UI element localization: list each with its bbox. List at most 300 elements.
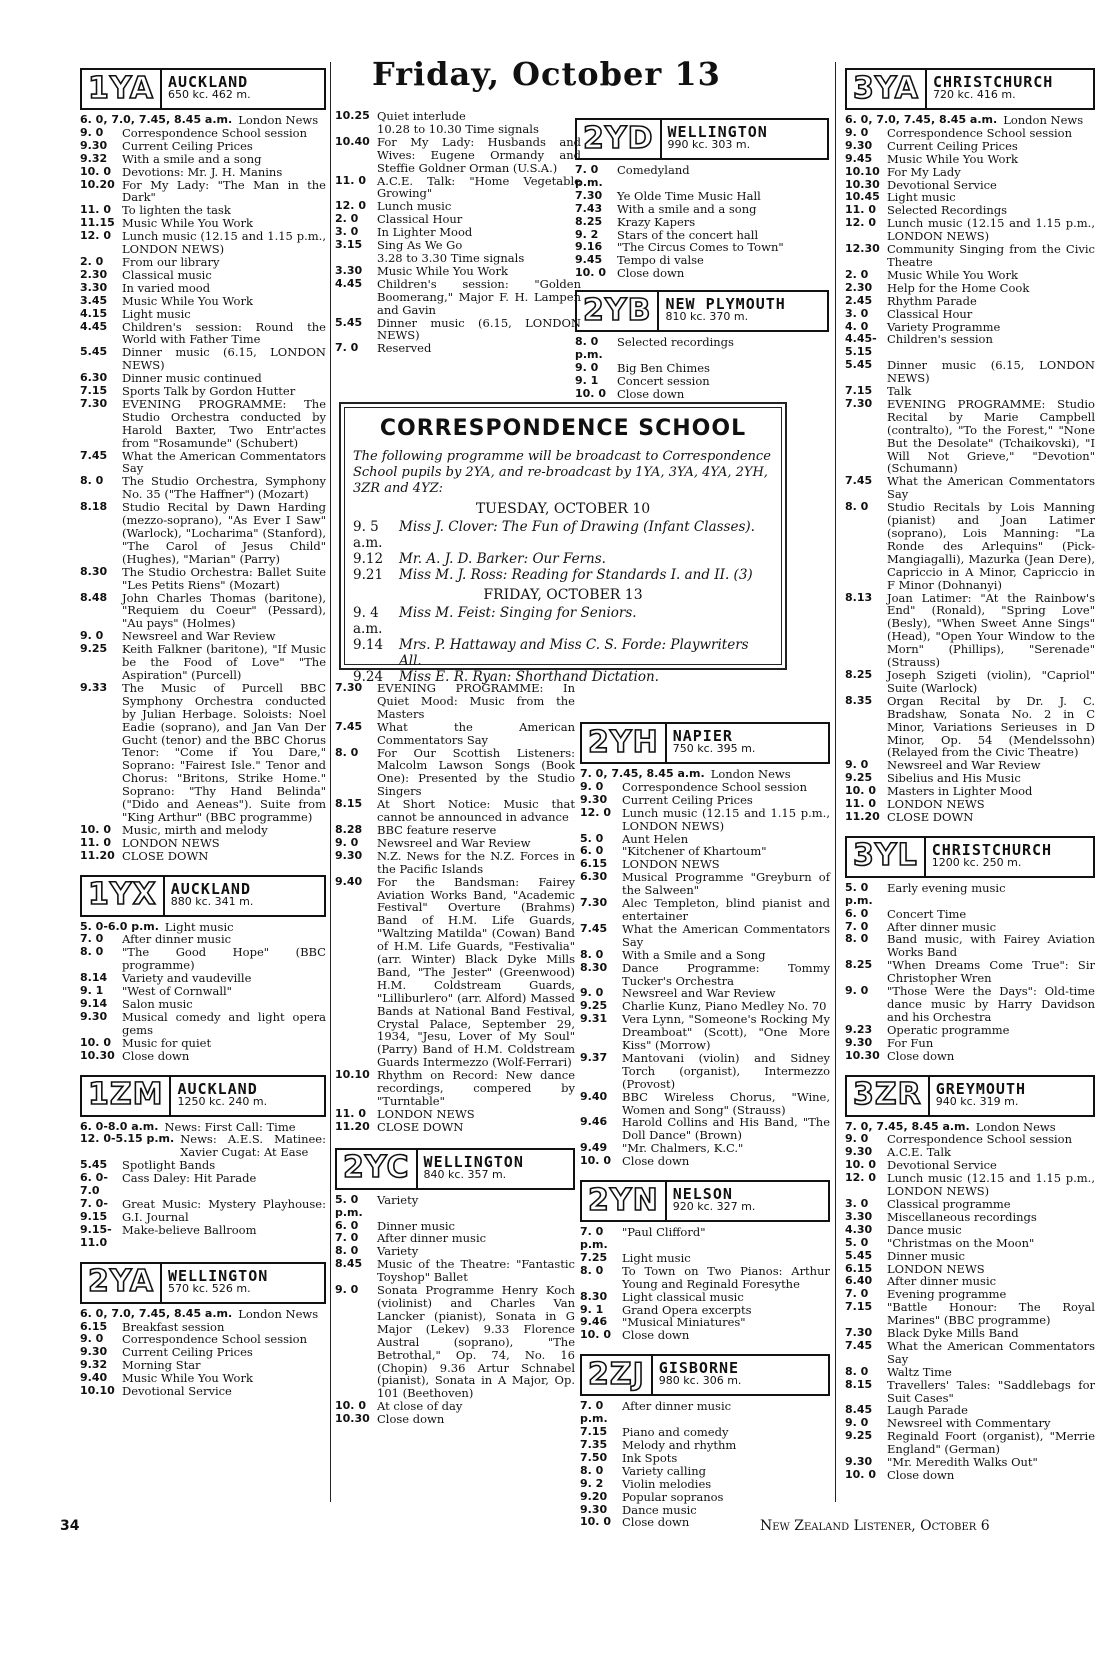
programme-time: 6.15: [845, 1261, 873, 1275]
programme-time: 8.18: [80, 500, 108, 514]
programme-time: 10.30: [80, 1048, 115, 1062]
correspondence-time: 9.21: [353, 567, 384, 583]
programme-title: CLOSE DOWN: [887, 809, 974, 824]
programme-title: Rhythm Parade: [887, 293, 977, 308]
programme-title: Close down: [887, 1468, 955, 1482]
programme-time: 8. 0: [845, 932, 869, 946]
programme-time: 6. 0: [580, 844, 604, 858]
programme-item: [845, 1430, 1095, 1456]
programme-item: [845, 1456, 1095, 1469]
station-header-3ya: [845, 68, 1095, 110]
programme-time: 9. 0: [80, 1332, 104, 1346]
programme-title: "The Good Hope" (BBC programme): [122, 945, 326, 973]
station-callsign: 2YB: [577, 292, 659, 330]
programme-time: 11.20: [335, 1119, 370, 1133]
programme-title: Organ Recital by Dr. J. C. Bradshaw, Sonata No. 2 in C Minor, Variations Serieuses in D Minor, Op. 54 (Mendelssohn) (Relayed from the Civic Theatre): [887, 693, 1095, 760]
programme-time: 9. 0: [845, 125, 869, 139]
programme-time: 8.14: [80, 971, 108, 985]
programme-time: 9.30: [580, 1502, 608, 1516]
programme-item: [845, 985, 1095, 1024]
programme-title: Vera Lynn, "Someone's Rocking My Dreamboat" (Scott), "One More Kiss" (Morrow): [622, 1012, 830, 1053]
programme-title: The Studio Orchestra, Symphony No. 35 ("The Haffner") (Mozart): [122, 474, 326, 502]
station-frequency: 1250 kc. 240 m.: [177, 1094, 268, 1108]
station-header-2yb: [575, 290, 829, 332]
programme-item: [80, 824, 326, 837]
correspondence-item: [353, 567, 773, 583]
programme-time: 6. 0, 7.0, 7.45, 8.45 a.m.: [80, 1306, 233, 1320]
programme-time: 9.14: [80, 997, 108, 1010]
programme-time: 5.45: [335, 315, 363, 329]
programme-time: 10. 0: [335, 1399, 366, 1413]
programme-item: [80, 295, 326, 308]
programme-title: Melody and rhythm: [622, 1437, 737, 1452]
station-city: GISBORNE: [658, 1359, 740, 1378]
programme-item: [335, 1232, 575, 1245]
programme-item: [845, 1250, 1095, 1263]
station-city: NEW PLYMOUTH: [665, 295, 786, 314]
station-header-2ya: [80, 1262, 326, 1304]
programme-item: [845, 1301, 1095, 1327]
programme-title: London News: [238, 113, 319, 127]
programme-time: 7. 0: [335, 1231, 359, 1245]
programme-title: Music While You Work: [887, 151, 1018, 166]
programme-title: Correspondence School session: [887, 1132, 1073, 1147]
programme-time: 9.40: [80, 1371, 108, 1385]
programme-item: [80, 1037, 326, 1050]
programme-time: 12.30: [845, 242, 880, 256]
programme-time: 11. 0: [80, 203, 111, 217]
programme-item: [580, 1491, 830, 1504]
programme-item: [845, 1379, 1095, 1405]
programme-time: 4. 0: [845, 319, 869, 333]
programme-time: 9.40: [335, 874, 363, 888]
programme-time: 9.25: [845, 771, 873, 785]
programme-title: Children's session: "Golden Boomerang," Major F. H. Lampen and Gavin: [377, 276, 581, 317]
programme-time: 12. 0: [80, 229, 111, 243]
correspondence-time: 9.12: [353, 551, 384, 567]
programme-time: 9. 0: [575, 360, 599, 374]
programme-title: Lunch music (12.15 and 1.15 p.m., LONDON NEWS): [622, 805, 830, 833]
programme-item: [335, 837, 575, 850]
programme-item: [845, 359, 1095, 385]
programme-item: [580, 871, 830, 897]
programme-title: Light music: [887, 190, 956, 205]
programme-item: [575, 254, 829, 267]
programme-title: BBC feature reserve: [377, 822, 497, 837]
programme-time: 7. 0 p.m.: [575, 163, 603, 189]
programme-title: After dinner music: [377, 1231, 487, 1246]
programme-item: [80, 346, 326, 372]
programme-title: "Mr. Meredith Walks Out": [887, 1455, 1038, 1470]
programme-time: 6. 0: [335, 1218, 359, 1232]
programme-time: 10. 0: [580, 1328, 611, 1342]
correspondence-lesson: Miss E. R. Ryan: Shorthand Dictation.: [399, 669, 659, 685]
programme-time: 10. 0: [580, 1515, 611, 1529]
programme-title: Talk: [887, 384, 912, 399]
programme-title: CLOSE DOWN: [122, 848, 209, 863]
programme-title: Ye Olde Time Music Hall: [617, 188, 761, 203]
programme-time: 6.15: [80, 1319, 108, 1333]
programme-title: Music of the Theatre: "Fantastic Toyshop" Ballet: [377, 1257, 575, 1285]
programme-title: Waltz Time: [887, 1364, 952, 1379]
programme-time: 7.50: [580, 1450, 608, 1464]
programme-title: Music While You Work: [887, 267, 1018, 282]
station-callsign: 1YX: [82, 877, 165, 915]
programme-time: 8.25: [575, 214, 603, 228]
programme-item: [80, 566, 326, 592]
programme-title: News: A.E.S. Matinee: Xavier Cugat: At Ease: [180, 1132, 326, 1160]
correspondence-lesson: Miss M. J. Ross: Reading for Standards I. and II. (3): [399, 567, 753, 583]
column-2-lower: [335, 682, 575, 1426]
programme-time: 8. 0: [580, 1463, 604, 1477]
station-frequency: 810 kc. 370 m.: [665, 310, 749, 324]
programme-title: "Mr. Chalmers, K.C.": [622, 1141, 744, 1156]
programme-time: 12. 0: [580, 805, 611, 819]
programme-time: 6.30: [80, 371, 108, 385]
programme-time: 9.30: [335, 848, 363, 862]
programme-title: Sports Talk by Gordon Hutter: [122, 384, 296, 399]
station-callsign: 2YD: [577, 120, 662, 158]
programme-title: London News: [975, 1119, 1056, 1134]
programme-item: [845, 695, 1095, 760]
station-frequency: 880 kc. 341 m.: [170, 894, 254, 908]
station-header-2yd: [575, 118, 829, 160]
programme-time: 10.25: [335, 109, 370, 122]
programme-title: Dance Programme: Tommy Tucker's Orchestra: [622, 960, 830, 988]
programme-item: [575, 375, 829, 388]
programme-item: [845, 282, 1095, 295]
programme-time: 8.13: [845, 590, 873, 604]
programme-time: 9.30: [80, 1009, 108, 1023]
programme-title: Band music, with Fairey Aviation Works Band: [887, 932, 1095, 960]
programme-item: [335, 876, 575, 1070]
programme-title: To lighten the task: [122, 203, 231, 218]
programme-time: 5. 0: [580, 831, 604, 845]
programme-item: [845, 1224, 1095, 1237]
station-header-2yn: [580, 1180, 830, 1222]
programme-time: 10.30: [845, 1048, 880, 1062]
programme-time: 6. 0, 7.0, 7.45, 8.45 a.m.: [80, 113, 233, 126]
station-city: NAPIER: [672, 727, 733, 746]
programme-title: In varied mood: [122, 280, 211, 295]
programme-time: 7.30: [335, 681, 363, 694]
programme-time: 10.45: [845, 190, 880, 204]
programme-item: [80, 308, 326, 321]
programme-item: [335, 1121, 575, 1134]
programme-title: Make-believe Ballroom: [122, 1222, 257, 1237]
programme-time: 9. 0: [335, 1283, 359, 1297]
station-header-1ya: [80, 68, 326, 110]
correspondence-school-box: [339, 402, 787, 685]
programme-time: 9.30: [845, 1035, 873, 1049]
programme-item: [335, 1069, 575, 1108]
programme-time: 9. 0: [845, 984, 869, 998]
programme-time: 11. 0: [845, 203, 876, 217]
programme-title: Studio Recital by Dawn Harding (mezzo-soprano), "As Ever I Saw" (Warlock), "Locharima" (Stanford), "The Carol of Jesus Child" (Hughes), "Marian" (Parry): [122, 500, 326, 566]
programme-time: 4.30: [845, 1222, 873, 1236]
programme-item: [335, 1108, 575, 1121]
programme-title: Early evening music: [887, 880, 1006, 895]
programme-title: Comedyland: [617, 163, 690, 177]
station-header-1zm: [80, 1075, 326, 1117]
programme-title: Newsreel and War Review: [122, 629, 276, 644]
programme-time: 8.15: [845, 1377, 873, 1391]
programme-time: 6. 0: [845, 906, 869, 920]
programme-item: [575, 203, 829, 216]
programme-item: [80, 1385, 326, 1398]
programme-time: 10.30: [335, 1412, 370, 1426]
correspondence-item: [353, 637, 773, 669]
programme-time: 10.40: [335, 134, 370, 148]
programme-item: [845, 385, 1095, 398]
station-frequency: 1200 kc. 250 m.: [931, 855, 1022, 869]
programme-title: Light music: [164, 919, 234, 934]
page-title: Friday, October 13: [372, 55, 721, 93]
station-callsign: 3YA: [847, 70, 927, 108]
programme-title: Sibelius and His Music: [887, 771, 1021, 786]
programme-title: Musical Programme "Greyburn of the Salween": [622, 870, 830, 898]
programme-item: [580, 962, 830, 988]
programme-title: Correspondence School session: [122, 125, 308, 140]
programme-item: [575, 336, 829, 362]
programme-item: [845, 179, 1095, 192]
programme-title: With a Smile and a Song: [622, 947, 766, 962]
programme-title: Cass Daley: Hit Parade: [122, 1171, 257, 1186]
programme-title: Popular sopranos: [622, 1489, 724, 1504]
station-header-2yh: [580, 722, 830, 764]
programme-title: Newsreel and War Review: [622, 986, 776, 1001]
station-frequency: 990 kc. 303 m.: [667, 138, 751, 151]
programme-title: Music While You Work: [122, 293, 253, 308]
programme-time: 8. 0: [335, 1244, 359, 1258]
programme-time: 11.20: [80, 848, 115, 862]
programme-time: 7. 0: [845, 1287, 869, 1301]
programme-time: 8. 0: [80, 945, 104, 959]
programme-item: [575, 267, 829, 280]
programme-time: 8. 0: [845, 1364, 869, 1378]
programme-item: [80, 385, 326, 398]
correspondence-time: 9. 5 a.m.: [353, 519, 383, 551]
programme-time: 10. 0: [80, 822, 111, 836]
station-frequency: 940 kc. 319 m.: [935, 1094, 1019, 1108]
programme-title: 3.28 to 3.30 Time signals: [377, 250, 525, 265]
programme-time: 7.45: [845, 1338, 873, 1352]
programme-item: [335, 1258, 575, 1284]
programme-title: Reserved: [377, 341, 432, 356]
programme-time: 9. 0: [845, 1132, 869, 1146]
programme-title: Travellers' Tales: "Saddlebags for Suit Cases": [887, 1377, 1095, 1405]
programme-title: EVENING PROGRAMME: Studio Recital by Marie Campbell (contralto), "To the Forest," "None But the Desolate" (Tchaikovski), "I Will Not Grieve," "Devotion" (Schumann): [887, 396, 1095, 476]
programme-time: 10.10: [845, 164, 880, 178]
programme-time: 2. 0: [335, 212, 359, 226]
programme-title: With a smile and a song: [617, 201, 757, 216]
programme-title: Dinner music: [377, 1218, 456, 1233]
programme-title: Close down: [887, 1048, 955, 1063]
programme-time: 11. 0: [80, 835, 111, 849]
programme-item: [845, 798, 1095, 811]
programme-time: 9.23: [845, 1022, 873, 1036]
correspondence-item: [353, 519, 773, 551]
programme-item: [80, 321, 326, 347]
programme-item: [845, 908, 1095, 921]
programme-time: 7.15: [845, 384, 873, 398]
programme-item: [580, 781, 830, 794]
programme-item: [80, 1172, 326, 1198]
programme-title: N.Z. News for the N.Z. Forces in the Pacific Islands: [377, 848, 575, 876]
programme-item: [580, 1452, 830, 1465]
programme-title: Quiet interlude: [377, 109, 466, 123]
programme-item: [845, 1133, 1095, 1146]
programme-title: "Musical Miniatures": [622, 1315, 746, 1330]
programme-item: [575, 388, 829, 401]
station-header-1yx: [80, 875, 326, 917]
programme-title: Current Ceiling Prices: [122, 1345, 253, 1360]
programme-time: 7. 0, 7.45, 8.45 a.m.: [580, 767, 705, 780]
programme-item: [335, 798, 575, 824]
programme-item: [335, 136, 581, 175]
programme-time: 9. 0: [80, 125, 104, 139]
programme-time: 9. 0: [80, 629, 104, 643]
programme-item: [80, 592, 326, 631]
programme-time: 3. 0: [335, 225, 359, 239]
programme-title: "When Dreams Come True": Sir Christopher Wren: [887, 958, 1095, 986]
programme-time: 10. 0: [80, 164, 111, 178]
programme-time: 8.35: [845, 693, 873, 707]
programme-time: 8. 0: [335, 745, 359, 759]
programme-time: 9.37: [580, 1050, 608, 1064]
programme-title: To Town on Two Pianos: Arthur Young and Reginald Foresythe: [622, 1263, 830, 1291]
programme-item: [80, 501, 326, 566]
programme-time: 8. 0: [580, 1263, 604, 1277]
programme-time: 7.15: [80, 384, 108, 398]
programme-title: Concert session: [617, 373, 710, 388]
programme-item: [580, 1504, 830, 1517]
programme-time: 12. 0-5.15 p.m.: [80, 1132, 175, 1146]
programme-time: 7. 0 p.m.: [580, 1399, 608, 1426]
programme-time: 3.30: [335, 263, 363, 277]
programme-time: 11. 0: [335, 1106, 366, 1120]
programme-time: 10.30: [845, 177, 880, 191]
programme-item: [845, 398, 1095, 475]
programme-item: [845, 1172, 1095, 1198]
programme-title: BBC Wireless Chorus, "Wine, Women and Song" (Strauss): [622, 1089, 830, 1117]
programme-title: EVENING PROGRAMME: In Quiet Mood: Music from the Masters: [377, 681, 575, 721]
programme-time: 10. 0: [575, 266, 606, 280]
programme-item: [845, 811, 1095, 824]
programme-time: 10.20: [80, 177, 115, 191]
programme-time: 7.30: [575, 188, 603, 202]
programme-item: [80, 269, 326, 282]
programme-title: Operatic programme: [887, 1022, 1010, 1037]
programme-time: 9.45: [845, 151, 873, 165]
station-frequency: 750 kc. 395 m.: [672, 742, 756, 755]
programme-item: [575, 190, 829, 203]
programme-time: 8.25: [845, 667, 873, 681]
programme-item: [335, 110, 581, 123]
programme-time: 6.30: [580, 870, 608, 884]
programme-item: [335, 123, 581, 136]
programme-time: 7. 0: [845, 919, 869, 933]
programme-time: 9.30: [845, 138, 873, 152]
programme-title: For Our Scottish Listeners: Malcolm Lawson Songs (Book One): Presented by the Studio Singers: [377, 745, 575, 799]
programme-time: 4.15: [80, 306, 108, 320]
programme-time: 7.30: [845, 396, 873, 410]
programme-title: Piano and comedy: [622, 1425, 729, 1440]
programme-item: [580, 949, 830, 962]
programme-item: [580, 1316, 830, 1329]
programme-time: 9. 2: [575, 227, 599, 241]
programme-title: Big Ben Chimes: [617, 360, 710, 375]
station-frequency: 720 kc. 416 m.: [932, 88, 1016, 101]
programme-title: LONDON NEWS: [377, 1106, 475, 1121]
programme-title: 10.28 to 10.30 Time signals: [377, 121, 539, 136]
programme-title: Devotions: Mr. J. H. Manins: [122, 164, 283, 179]
programme-time: 8. 0: [80, 474, 104, 488]
programme-time: 3. 0: [845, 1196, 869, 1210]
programme-time: 5.45: [845, 1248, 873, 1262]
programme-title: Current Ceiling Prices: [622, 792, 753, 807]
correspondence-item: [353, 551, 773, 567]
programme-title: Keith Falkner (baritone), "If Music be the Food of Love" "The Aspiration" (Purcell): [122, 642, 326, 682]
programme-time: 10. 0: [845, 1158, 876, 1172]
programme-time: 7.30: [845, 1326, 873, 1340]
programme-title: Newsreel and War Review: [887, 758, 1041, 773]
programme-item: [580, 1465, 830, 1478]
programme-item: [845, 333, 1095, 359]
station-city: AUCKLAND: [177, 1079, 258, 1098]
programme-time: 7. 0, 7.45, 8.45 a.m.: [845, 1119, 970, 1133]
programme-title: Lunch music (12.15 and 1.15 p.m., LONDON NEWS): [887, 216, 1095, 244]
correspondence-day-1: TUESDAY, OCTOBER 10: [475, 501, 651, 517]
programme-time: 9.31: [580, 1012, 608, 1026]
programme-time: 6. 0-7.0: [80, 1171, 108, 1198]
programme-item: [335, 1400, 575, 1413]
programme-item: [580, 1400, 830, 1426]
programme-item: [580, 1052, 830, 1091]
programme-title: Concert Time: [887, 906, 967, 921]
programme-title: Aunt Helen: [622, 831, 689, 846]
programme-item: [80, 998, 326, 1011]
programme-title: Grand Opera excerpts: [622, 1302, 752, 1317]
programme-time: 7.45: [80, 448, 108, 462]
programme-item: [580, 794, 830, 807]
programme-title: "Kitchener of Khartoum": [622, 844, 767, 859]
programme-time: 9. 1: [80, 984, 104, 998]
programme-title: Light music: [622, 1250, 691, 1265]
correspondence-day-2: FRIDAY, OCTOBER 13: [483, 587, 643, 603]
programme-time: 9. 0: [335, 835, 359, 849]
programme-item: [580, 1252, 830, 1265]
programme-item: [845, 127, 1095, 140]
programme-time: 9.30: [845, 1145, 873, 1159]
programme-title: London News: [238, 1306, 319, 1321]
programme-time: 6. 0-8.0 a.m.: [80, 1119, 159, 1133]
programme-time: 9.33: [80, 680, 108, 694]
programme-item: [580, 1116, 830, 1142]
programme-time: 7. 0: [335, 341, 359, 355]
programme-time: 9. 0: [845, 1416, 869, 1430]
programme-title: Music While You Work: [122, 1371, 253, 1386]
programme-title: Black Dyke Mills Band: [887, 1326, 1019, 1341]
programme-time: 9.46: [580, 1315, 608, 1329]
programme-time: 12. 0: [845, 216, 876, 230]
programme-time: [335, 123, 377, 136]
programme-title: Classical programme: [887, 1196, 1011, 1211]
programme-time: 8.15: [335, 797, 363, 811]
programme-time: 10. 0: [845, 1468, 876, 1481]
programme-time: 5.45: [845, 358, 873, 372]
programme-title: Close down: [622, 1328, 690, 1343]
